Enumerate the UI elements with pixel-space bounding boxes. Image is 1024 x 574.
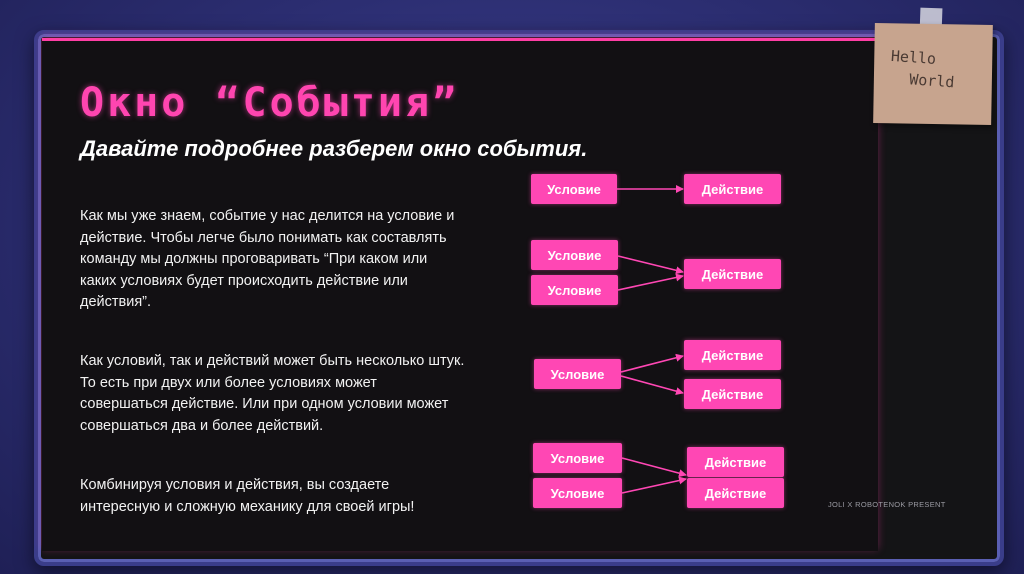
arrow-3a: [621, 356, 683, 372]
action-node: Действие: [684, 379, 781, 409]
action-node: Действие: [687, 478, 784, 508]
arrow-4a: [622, 458, 686, 475]
condition-node: Условие: [533, 478, 622, 508]
arrow-2a: [618, 256, 683, 272]
credit-text: JOLI X ROBOTENOK PRESENT: [828, 500, 946, 509]
condition-node: Условие: [533, 443, 622, 473]
action-node: Действие: [684, 174, 781, 204]
sticky-note-line-1: Hello: [890, 46, 937, 68]
action-node: Действие: [687, 447, 784, 477]
action-node: Действие: [684, 259, 781, 289]
action-node: Действие: [684, 340, 781, 370]
paragraph-combine: Комбинируя условия и действия, вы создаете интересную и сложную механику для своей игры!: [80, 477, 415, 515]
paragraph-intro: Как мы уже знаем, событие у нас делится на условие и действие. Чтобы легче было понимать как составлять команду мы должны проговаривать “При каком или каких условиях будет происходить действие или действия”.: [80, 208, 455, 310]
arrow-2b: [618, 276, 683, 290]
paragraph-multiple: Как условий, так и действий может быть несколько штук. То есть при двух или более условиях может совершаться действие. Или при одном условии может совершаться два и более действий.: [80, 353, 465, 434]
slide-title: Окно “События”: [80, 80, 460, 126]
sticky-note-line-2: World: [908, 70, 956, 92]
slide-subtitle: Давайте подробнее разберем окно события.: [80, 136, 588, 161]
condition-node: Условие: [531, 174, 617, 204]
condition-node: Условие: [534, 359, 621, 389]
condition-node: Условие: [531, 275, 618, 305]
condition-node: Условие: [531, 240, 618, 270]
arrow-3b: [621, 376, 683, 393]
arrow-4b: [622, 479, 686, 493]
